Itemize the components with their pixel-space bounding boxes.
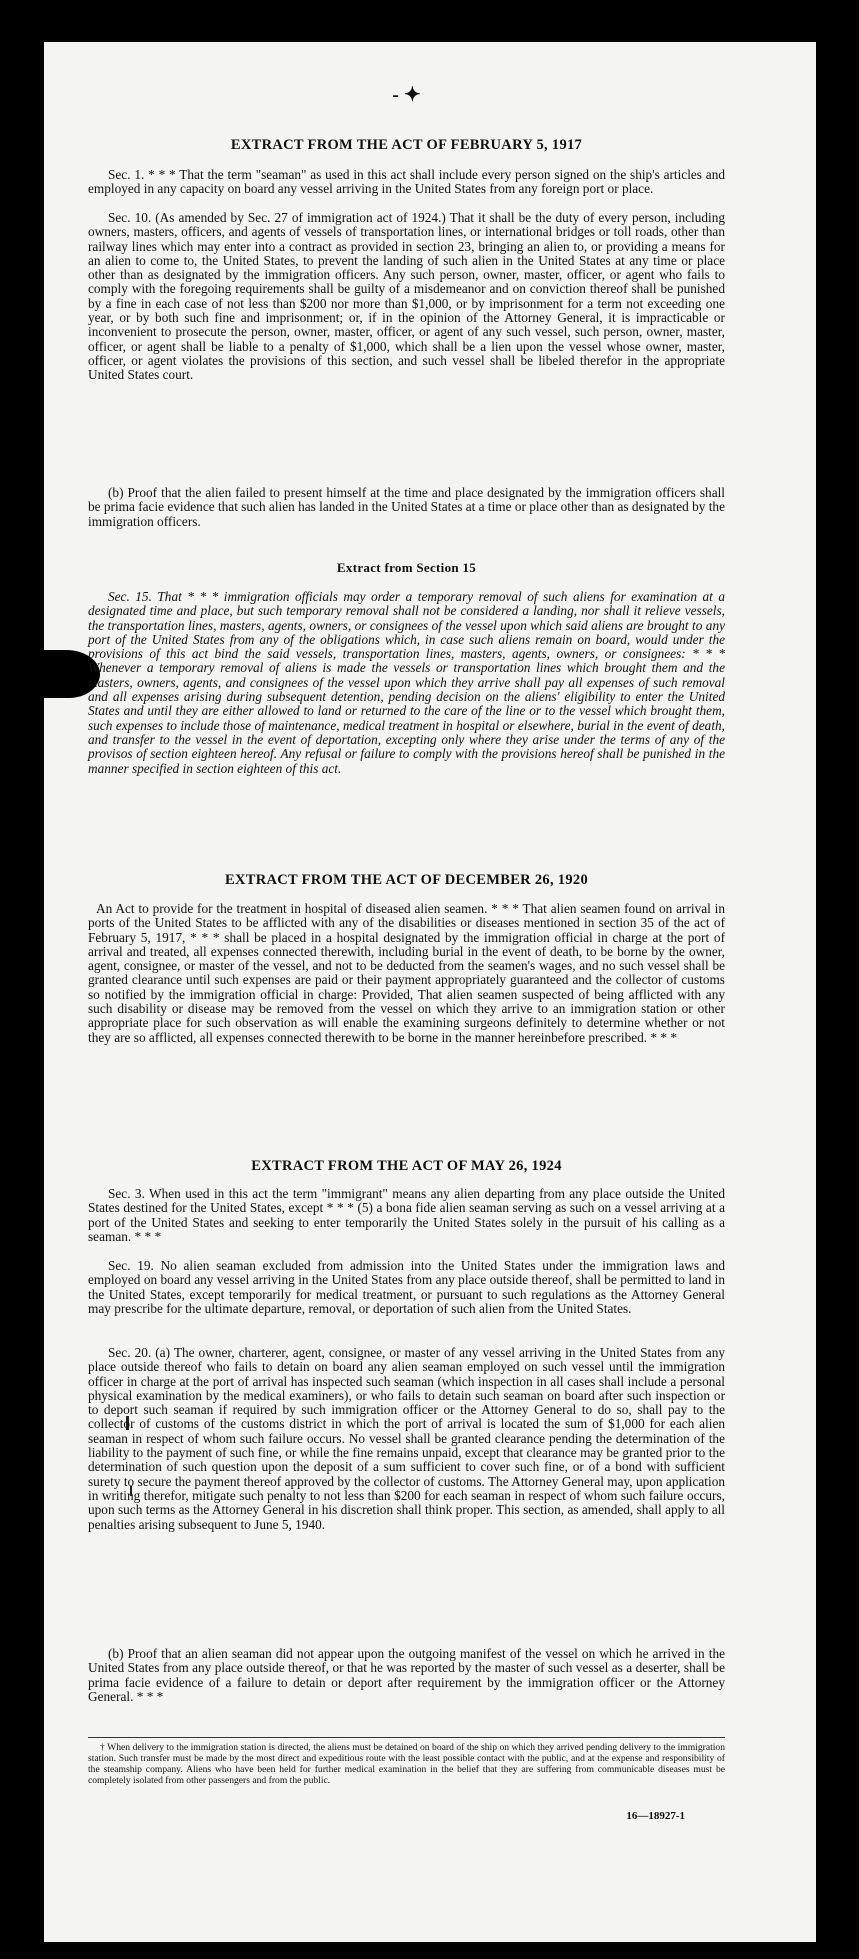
- para-sec20b: (b) Proof that an alien seaman did not appear upon the outgoing manifest of the vessel on which he arrived in the United States from any place outside thereof, or that he was reported by the master of such vessel as a deserter, shall be prima facie evidence of a failure to detain or deport after requirement by the immigration officer or the Attorney General. * * *: [88, 1646, 725, 1704]
- form-code: 16—18927-1: [626, 1810, 685, 1822]
- heading-section15: Extract from Section 15: [336, 560, 477, 575]
- para-sec10b: (b) Proof that the alien failed to present himself at the time and place designated by the immigration officers shall be prima facie evidence that such alien has landed in the United States at a time or place other than as designated by the immigration officers.: [88, 485, 725, 529]
- para-1920: An Act to provide for the treatment in hospital of diseased alien seamen. * * * That alien seamen found on arrival in ports of the United States to be afflicted with any of the disabilities or diseases mentioned in section 35 of the act of February 5, 1917, * * * shall be placed in a hospital designated by the immigration official in charge at the port of arrival and treated, all expenses connected therewith, including burial in the event of death, to be borne by the owner, agent, consignee, or master of the vessel, and not to be deducted from the seamen's wages, and no such vessel shall be granted clearance until such expenses are paid or their payment appropriately guaranteed and the collector of customs so notified by the immigration official in charge: Provided, That alien seamen suspected of being afflicted with any such disability or disease may be removed from the vessel on which they arrive to an immigration station or other appropriate place for such observation as will enable the examining surgeons definitely to determine whether or not they are so afflicted, all expenses connected therewith to be borne in the manner hereinbefore prescribed. * * *: [88, 901, 725, 1045]
- para-sec19: Sec. 19. No alien seaman excluded from admission into the United States under the immigration laws and employed on board any vessel arriving in the United States from any place outside thereof, shall be permitted to land in the United States, except temporarily for medical treatment, or pursuant to such regulations as the Attorney General may prescribe for the ultimate departure, removal, or deportation of such alien from the United States.: [88, 1258, 725, 1316]
- para-sec3: Sec. 3. When used in this act the term "immigrant" means any alien departing from any place outside the United States destined for the United States, except * * * (5) a bona fide alien seaman serving as such on a vessel arriving at a port of the United States and seeking to enter temporarily the United States solely in the pursuit of his calling as a seaman. * * *: [88, 1186, 725, 1244]
- footnote: † When delivery to the immigration station is directed, the aliens must be detained on board of the ship on which they arrived pending delivery to the immigration station. Such transfer must be made by the most direct and expeditious route with the least possible contact with the public, and at the expense and responsibility of the steamship company. Aliens who have been held for further medical examination in the belief that they are suffering from communicable diseases must be completely isolated from other passengers and from the public.: [88, 1742, 725, 1786]
- top-mark: - ✦: [392, 84, 421, 106]
- para-sec1: Sec. 1. * * * That the term "seaman" as used in this act shall include every person signed on the ship's articles and employed in any capacity on board any vessel arriving in the United States from any foreign port or place.: [88, 167, 725, 197]
- heading-1920: EXTRACT FROM THE ACT OF DECEMBER 26, 1920: [224, 872, 589, 888]
- para-sec15: Sec. 15. That * * * immigration officials may order a temporary removal of such aliens for examination at a designated time and place, but such temporary removal shall not be considered a landing, nor shall it relieve vessels, the transportation lines, masters, agents, owners, or consignees of the vessel upon which said aliens are brought to any port of the United States from any of the obligations which, in case such aliens remain on board, would under the provisions of this act bind the said vessels, transportation lines, masters, agents, owners, or consignees: * * * Whenever a temporary removal of aliens is made the vessels or transportation lines which brought them and the masters, owners, agents, and consignees of the vessel upon which they arrive shall pay all expenses of such removal and all expenses arising during subsequent detention, pending decision on the aliens' eligibility to enter the United States and until they are either allowed to land or returned to the care of the line or to the vessel which brought them, such expenses to include those of maintenance, medical treatment in hospital or elsewhere, burial in the event of death, and transfer to the vessel in the event of deportation, excepting only where they arise under the terms of any of the provisos of section eighteen hereof. Any refusal or failure to comply with the provisions hereof shall be punished in the manner specified in section eighteen of this act.: [88, 589, 725, 776]
- para-sec20a: Sec. 20. (a) The owner, charterer, agent, consignee, or master of any vessel arriving in the United States from any place outside thereof who fails to detain on board any alien seaman employed on such vessel until the immigration officer in charge at the port of arrival has inspected such seaman (which inspection in all cases shall include a personal physical examination by the medical examiners), or who fails to detain such seaman on board after such inspection or to deport such seaman if required by such immigration officer or the Attorney General to do so, shall pay to the collector of customs of the customs district in which the port of arrival is located the sum of $1,000 for each alien seaman in respect of whom such failure occurs. No vessel shall be granted clearance pending the determination of the liability to the payment of such fine, or while the fine remains unpaid, except that clearance may be granted prior to the determination of such question upon the deposit of a sum sufficient to cover such fine, or of a bond with sufficient surety to secure the payment thereof approved by the collector of customs. The Attorney General may, upon application in writing therefor, mitigate such penalty to not less than $200 for each seaman in respect of whom such failure occurs, upon such terms as the Attorney General in his discretion shall think proper. This section, as amended, shall apply to all penalties arising subsequent to June 5, 1940.: [88, 1345, 725, 1532]
- para-sec10: Sec. 10. (As amended by Sec. 27 of immigration act of 1924.) That it shall be the duty of every person, including owners, masters, officers, and agents of vessels of transportation lines, or international bridges or toll roads, other than railway lines which may enter into a contract as provided in section 23, bringing an alien to, or providing a means for an alien to come to, the United States, to prevent the landing of such alien in the United States at any time or place other than as designated by the immigration officers. Any such person, owner, master, officer, or agent who fails to comply with the foregoing requirements shall be guilty of a misdemeanor and on conviction thereof shall be punished by a fine in each case of not less than $200 nor more than $1,000, or by imprisonment for a term not exceeding one year, or by both such fine and imprisonment; or, if in the opinion of the Attorney General, it is impracticable or inconvenient to prosecute the person, owner, master, officer, or agent of any such vessel, such person, owner, master, officer, or agent shall be liable to a penalty of $1,000, which shall be a lien upon the vessel whose owner, master, officer, or agent violates the provisions of this section, and such vessel shall be libeled therefor in the appropriate United States court.: [88, 210, 725, 383]
- heading-1924: EXTRACT FROM THE ACT OF MAY 26, 1924: [251, 1158, 562, 1174]
- heading-1917: EXTRACT FROM THE ACT OF FEBRUARY 5, 1917: [230, 137, 583, 153]
- footnote-divider: [88, 1737, 725, 1738]
